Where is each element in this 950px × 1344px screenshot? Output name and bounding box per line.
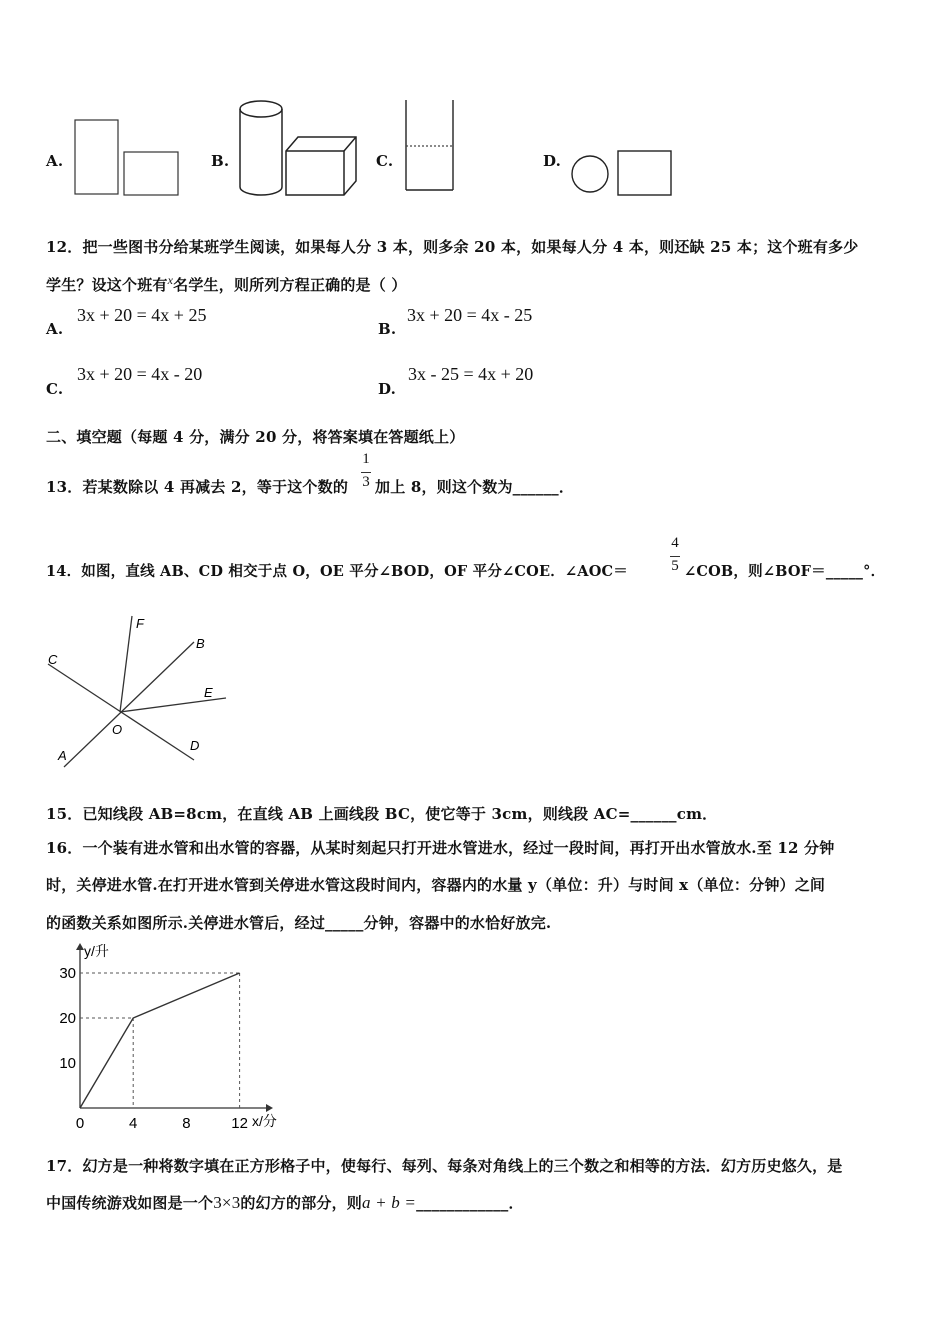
point-o-label: O: [112, 722, 123, 737]
q14-angle-figure: [44, 612, 234, 777]
q12-var-x: x: [167, 273, 174, 287]
option-a-figure: [72, 116, 182, 200]
point-f-label: F: [136, 616, 144, 631]
q15-text: 15．已知线段 AB=8cm，在直线 AB 上画线段 BC，使它等于 3cm，则线段 AC=______cm．: [46, 805, 718, 823]
q17-line2: [46, 1192, 524, 1213]
y-axis-label: y/升: [84, 943, 109, 959]
q14-frac-num: 4: [671, 535, 679, 551]
q12-option-b-eq: 3x + 20 = 4x - 25: [407, 305, 533, 325]
q12-line2: [46, 273, 407, 295]
q13-frac-den: 3: [362, 474, 370, 490]
x-axis-arrow: [266, 1104, 273, 1112]
q14-part2: ∠COB，则∠BOF＝_____°．: [684, 563, 886, 580]
option-c-label: C.: [376, 152, 394, 170]
option-d-label: D.: [543, 152, 562, 170]
q17-answer-blank: ____________: [416, 1194, 509, 1212]
q17-end: ．: [508, 1194, 524, 1212]
point-e-label: E: [204, 685, 213, 700]
y-tick-label: 20: [59, 1010, 76, 1027]
x-tick-label: 12: [231, 1115, 248, 1132]
q14-frac-line: [670, 556, 680, 557]
q16-line2: 时，关停进水管.在打开进水管到关停进水管这段时间内，容器内的水量 y（单位：升）与时间 x（单位：分钟）之间: [46, 876, 826, 894]
option-b-figure: [236, 97, 361, 199]
q12-line2-suffix: 名学生，则所列方程正确的是（ ）: [173, 276, 407, 294]
x-tick-label: 4: [129, 1115, 138, 1132]
q17-line2-prefix: 中国传统游戏如图是一个: [46, 1194, 214, 1212]
point-d-label: D: [190, 738, 200, 753]
q14-part1: 14．如图，直线 AB、CD 相交于点 O，OE 平分∠BOD，OF 平分∠COE．∠AOC＝: [46, 563, 628, 580]
q12-option-c-label: C.: [46, 380, 64, 398]
option-a-label: A.: [46, 152, 64, 170]
q17-grid-size: 3×3: [213, 1193, 241, 1212]
y-tick-label: 10: [59, 1055, 76, 1072]
q13-frac-num: 1: [362, 451, 370, 467]
point-c-label: C: [48, 652, 58, 667]
q12-option-a-label: A.: [46, 320, 64, 338]
q16-line3: 的函数关系如图所示.关停进水管后，经过_____分钟，容器中的水恰好放完.: [46, 914, 552, 932]
series-line: [80, 973, 240, 1108]
option-c-figure: [400, 96, 460, 196]
q17-line2-middle: 的幻方的部分，则: [240, 1194, 362, 1212]
q12-option-c-eq: 3x + 20 = 4x - 20: [77, 364, 203, 384]
q17-expression: a + b =: [362, 1193, 417, 1212]
ray-oe: [120, 698, 226, 712]
x-axis-label: x/分: [252, 1113, 277, 1129]
q12-option-d-label: D.: [378, 380, 397, 398]
option-d-figure: [566, 146, 676, 200]
q12-line2-prefix: 学生？设这个班有: [46, 276, 168, 294]
y-tick-label: 30: [59, 965, 76, 982]
option-b-label: B.: [211, 152, 230, 170]
q12-option-d-eq: 3x - 25 = 4x + 20: [408, 364, 534, 384]
q16-line1: 16．一个装有进水管和出水管的容器，从某时刻起只打开进水管进水，经过一段时间，再打开出水管放水.至 12 分钟: [46, 839, 835, 857]
q17-line1: 17．幻方是一种将数字填在正方形格子中，使每行、每列、每条对角线上的三个数之和相等的方法．幻方历史悠久，是: [46, 1157, 843, 1175]
q13-part2: 加上 8，则这个数为______．: [375, 478, 575, 496]
point-b-label: B: [196, 636, 205, 651]
x-tick-label: 0: [75, 1115, 85, 1132]
y-axis-arrow: [76, 943, 84, 950]
q12-option-a-eq: 3x + 20 = 4x + 25: [77, 305, 207, 325]
point-a-label: A: [58, 748, 67, 763]
q12-option-b-label: B.: [378, 320, 397, 338]
section-2-heading: 二、填空题（每题 4 分，满分 20 分，将答案填在答题纸上）: [46, 428, 465, 446]
q14-frac-den: 5: [671, 558, 679, 574]
x-tick-label: 8: [182, 1115, 191, 1132]
q16-line-chart: [44, 940, 294, 1135]
ray-of: [120, 616, 132, 712]
q13-frac-line: [361, 472, 371, 473]
q13-part1: 13．若某数除以 4 再减去 2，等于这个数的: [46, 478, 349, 496]
q12-line1: 12．把一些图书分给某班学生阅读，如果每人分 3 本，则多余 20 本，如果每人分 4 本，则还缺 25 本；这个班有多少: [46, 238, 859, 256]
